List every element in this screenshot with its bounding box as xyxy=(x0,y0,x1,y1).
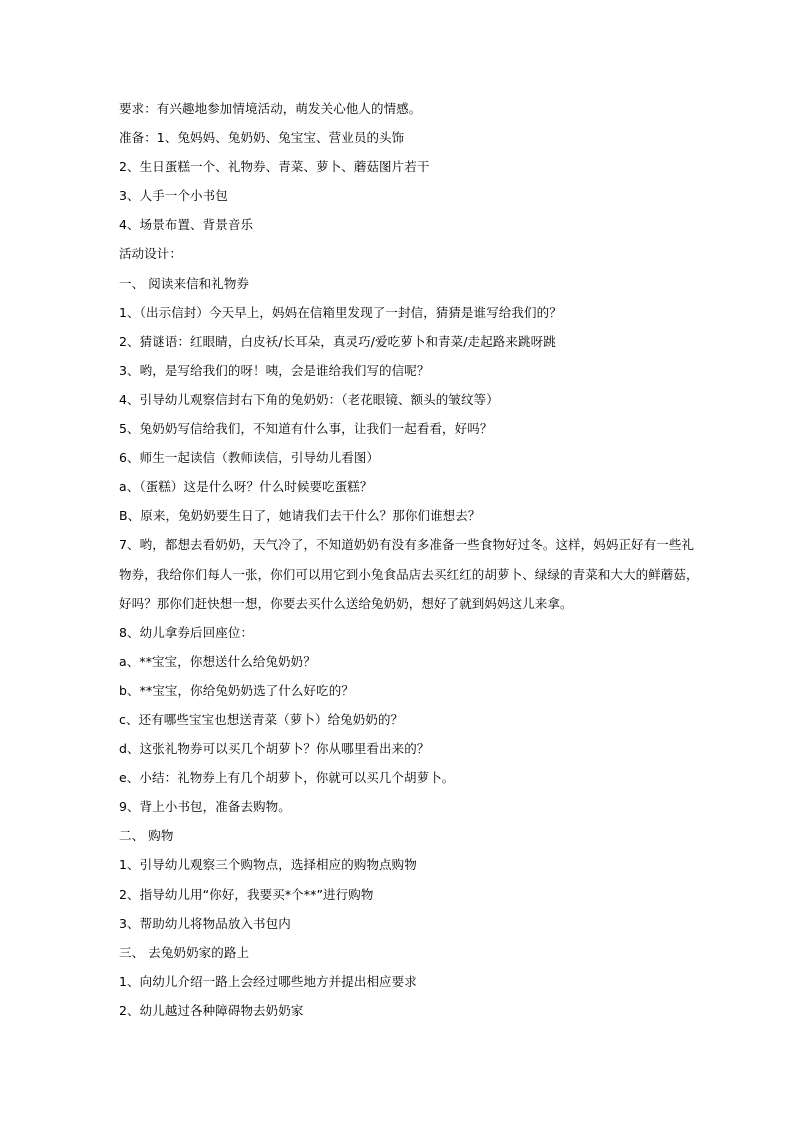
paragraph-line: 3、哟，是写给我们的呀！咦，会是谁给我们写的信呢？ xyxy=(119,362,430,378)
paragraph-line: 1、向幼儿介绍一路上会经过哪些地方并提出相应要求 xyxy=(119,973,417,989)
section-heading-2: 二、 购物 xyxy=(119,828,174,844)
paragraph-line: B、原来，兔奶奶要生日了，她请我们去干什么？那你们谁想去？ xyxy=(119,508,481,524)
activity-design-heading: 活动设计： xyxy=(119,246,183,262)
paragraph-line: 1、引导幼儿观察三个购物点，选择相应的购物点购物 xyxy=(119,857,417,873)
paragraph-line: 3、帮助幼儿将物品放入书包内 xyxy=(119,915,291,931)
paragraph-line: 好吗？那你们赶快想一想，你要去买什么送给兔奶奶，想好了就到妈妈这儿来拿。 xyxy=(119,595,573,611)
section-heading-1: 一、 阅读来信和礼物券 xyxy=(119,275,250,291)
paragraph-line: 物券，我给你们每人一张，你们可以用它到小兔食品店去买红红的胡萝卜、绿绿的青菜和大大的鲜蘑菇， xyxy=(119,566,699,582)
paragraph-line: c、还有哪些宝宝也想送青菜（萝卜）给兔奶奶的？ xyxy=(119,711,404,727)
paragraph-line: a、（蛋糕）这是什么呀？什么时候要吃蛋糕？ xyxy=(119,479,373,495)
paragraph-line: a、**宝宝，你想送什么给兔奶奶？ xyxy=(119,653,316,669)
paragraph-line: 9、背上小书包，准备去购物。 xyxy=(119,799,291,815)
preparation-line-1: 准备：1、兔妈妈、兔奶奶、兔宝宝、营业员的头饰 xyxy=(119,130,405,146)
requirement-line: 要求：有兴趣地参加情境活动，萌发关心他人的情感。 xyxy=(119,101,422,116)
paragraph-line: e、小结：礼物券上有几个胡萝卜，你就可以买几个胡萝卜。 xyxy=(119,770,455,786)
section-heading-3: 三、 去兔奶奶家的路上 xyxy=(119,944,250,960)
paragraph-line: 2、猜谜语：红眼睛，白皮袄/长耳朵，真灵巧/爱吃萝卜和青菜/走起路来跳呀跳 xyxy=(119,333,556,349)
preparation-line-2: 2、生日蛋糕一个、礼物券、青菜、萝卜、蘑菇图片若干 xyxy=(119,159,430,175)
paragraph-line: d、这张礼物券可以买几个胡萝卜？你从哪里看出来的？ xyxy=(119,741,430,757)
paragraph-line: 2、指导幼儿用“你好，我要买*个**”进行购物 xyxy=(119,886,374,902)
paragraph-line: 6、师生一起读信（教师读信，引导幼儿看图） xyxy=(119,450,380,466)
paragraph-line: 7、哟，都想去看奶奶，天气冷了，不知道奶奶有没有多准备一些食物好过冬。这样，妈妈正好有一些礼 xyxy=(119,537,695,553)
paragraph-line: 2、幼儿越过各种障碍物去奶奶家 xyxy=(119,1002,304,1018)
preparation-line-3: 3、人手一个小书包 xyxy=(119,188,228,204)
preparation-line-4: 4、场景布置、背景音乐 xyxy=(119,217,254,233)
paragraph-line: 1、（出示信封）今天早上，妈妈在信箱里发现了一封信，猜猜是谁写给我们的？ xyxy=(119,304,562,320)
paragraph-line: 5、兔奶奶写信给我们，不知道有什么事，让我们一起看看，好吗？ xyxy=(119,421,493,437)
paragraph-line: 8、幼儿拿券后回座位： xyxy=(119,624,254,640)
paragraph-line: b、**宝宝，你给兔奶奶选了什么好吃的？ xyxy=(119,682,354,698)
document-body xyxy=(119,99,699,1030)
paragraph-line: 4、引导幼儿观察信封右下角的兔奶奶：（老花眼镜、额头的皱纹等） xyxy=(119,391,499,407)
